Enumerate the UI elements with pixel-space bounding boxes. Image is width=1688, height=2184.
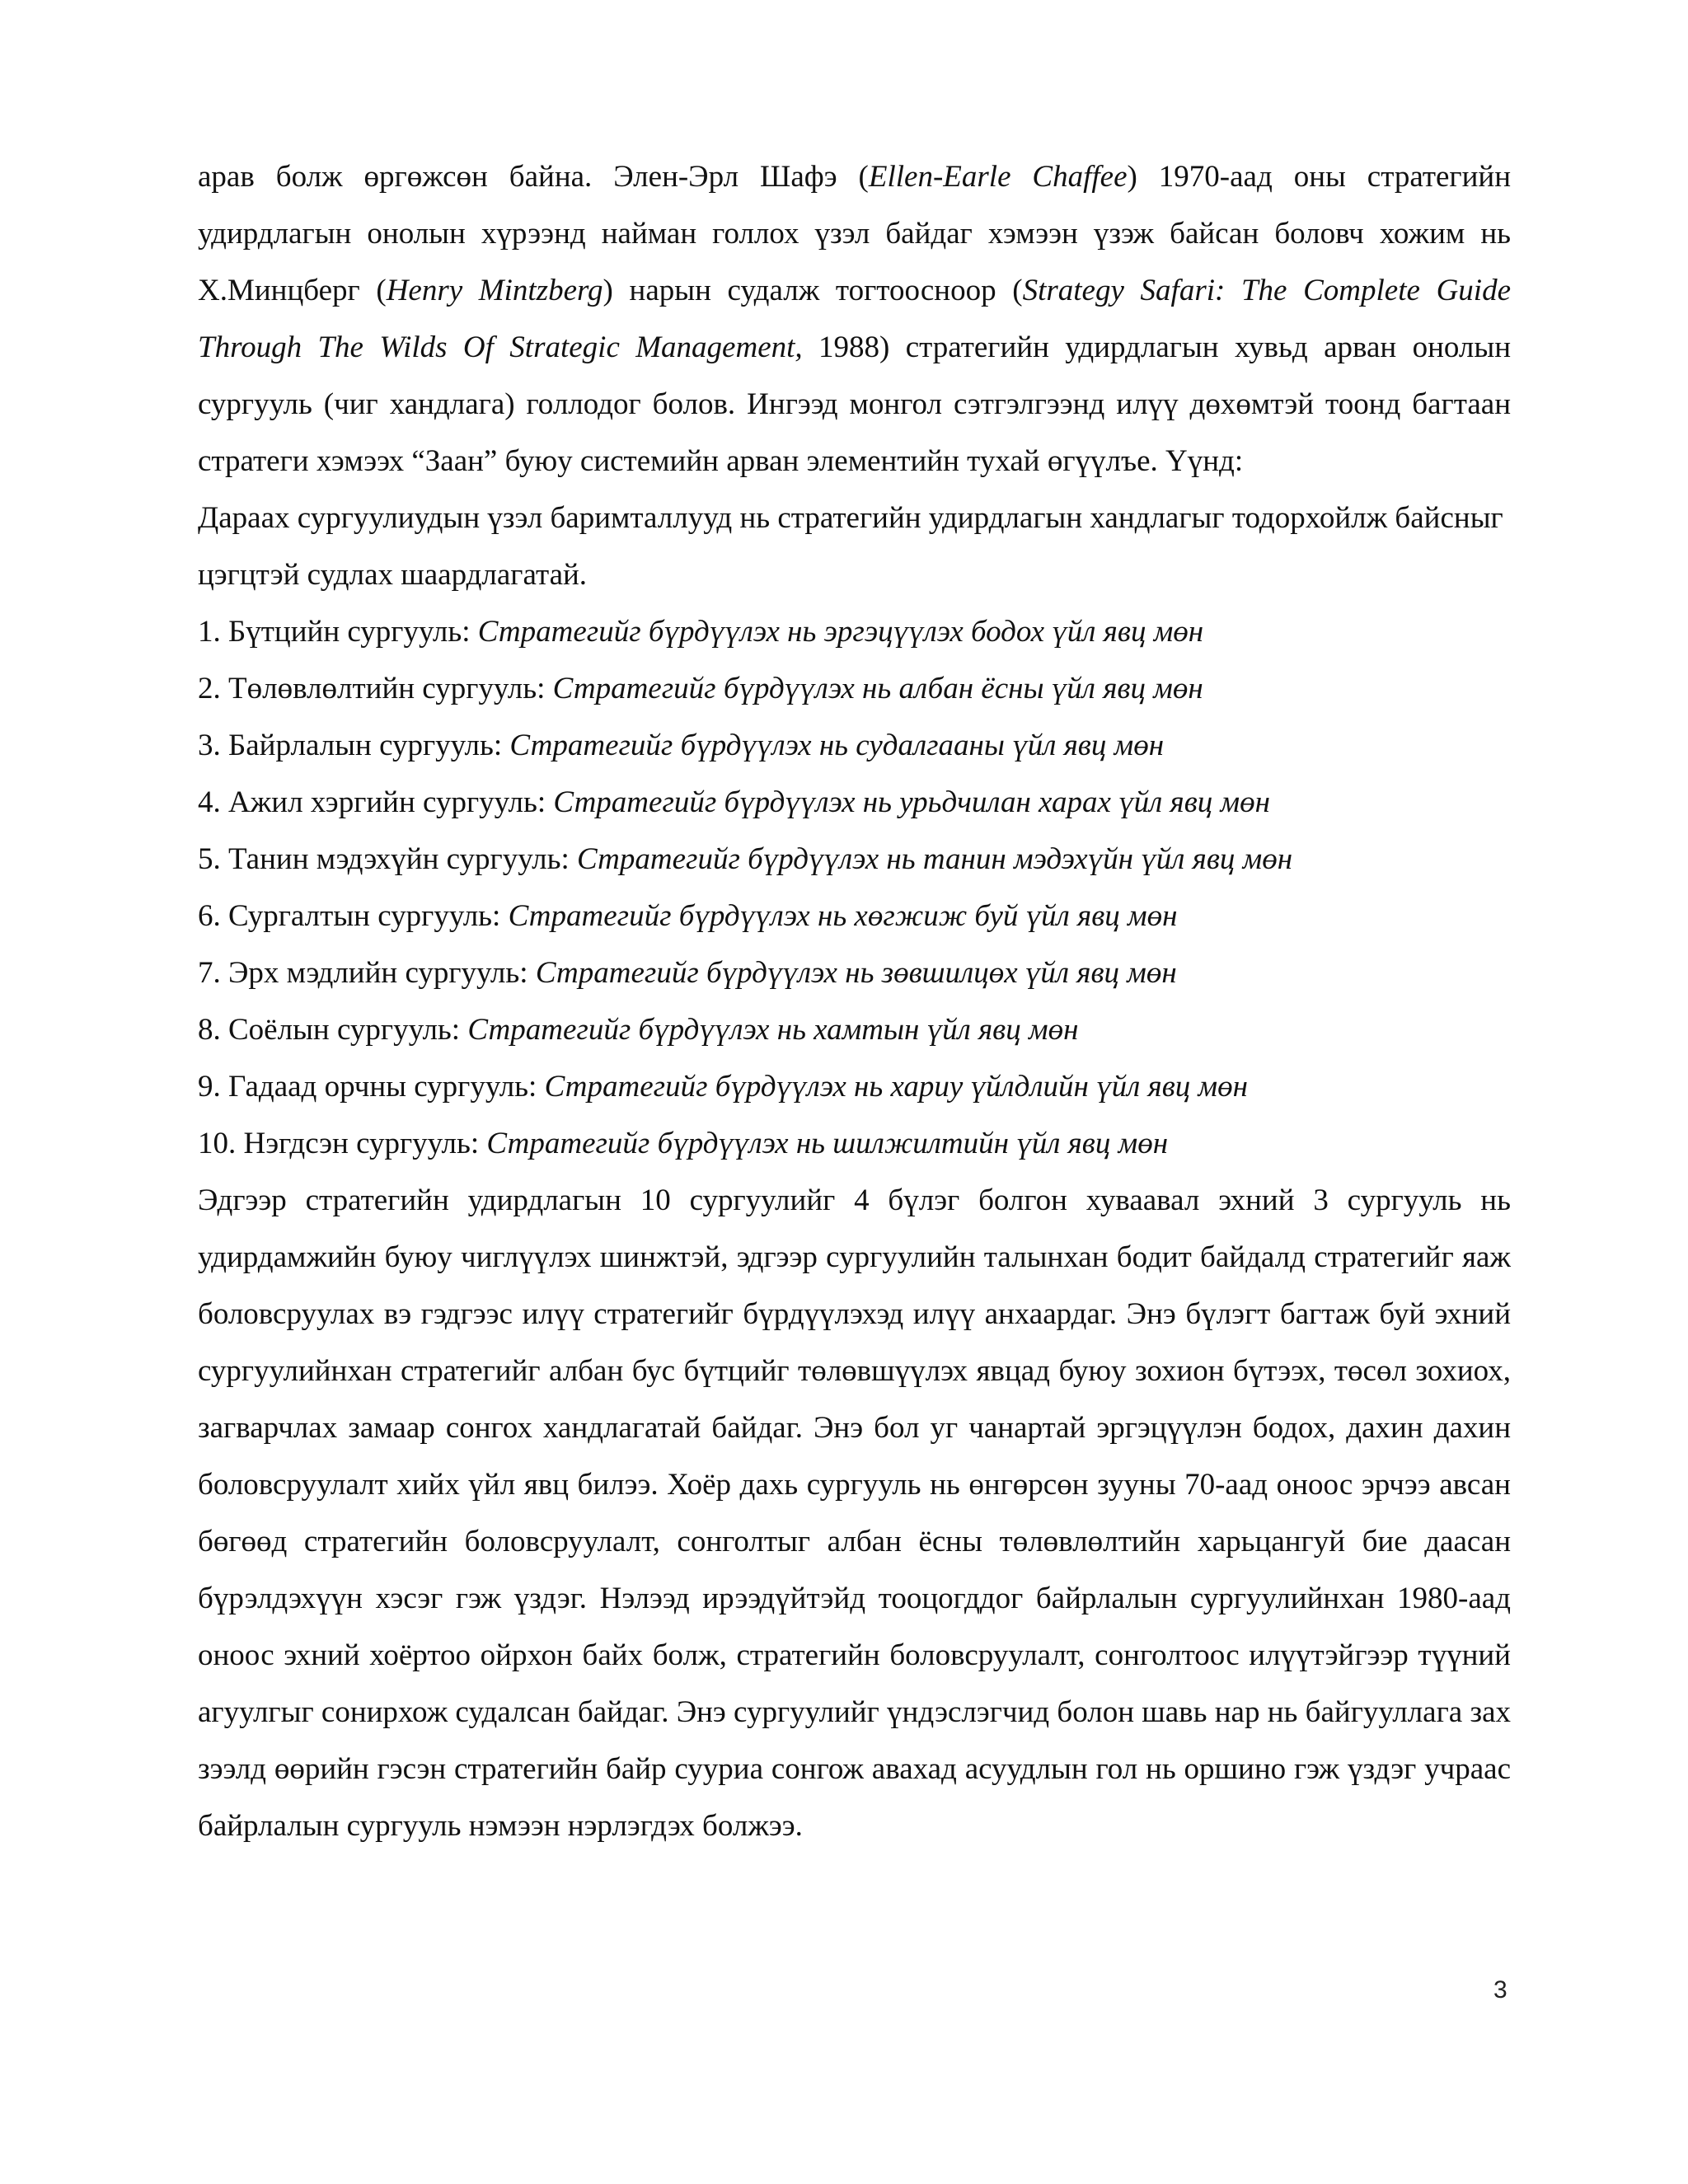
list-item — [198, 1115, 1511, 1172]
groups-paragraph: Эдгээр стратегийн удирдлагын 10 сургуулийг 4 бүлэг болгон хуваавал эхний 3 сургууль нь удирдамжийн буюу чиглүүлэх шинжтэй, эдгээр сургуулийн талынхан бодит байдалд стратегийг яаж боловсруулах вэ гэдгээс илүү стратегийг бүрдүүлэхэд илүү анхаардаг. Энэ бүлэгт багтаж буй эхний сургуулийнхан стратегийг албан бус бүтцийг төлөвшүүлэх явцад буюу зохион бүтээх, төсөл зохиох, загварчлах замаар сонгох хандлагатай байдаг. Энэ бол уг чанартай эргэцүүлэн бодох, дахин дахин боловсруулалт хийх үйл явц билээ. Хоёр дахь сургууль нь өнгөрсөн зууны 70-аад оноос эрчээ авсан бөгөөд стратегийн боловсруулалт, сонголтыг албан ёсны төлөвлөлтийн харьцангуй бие даасан бүрэлдэхүүн хэсэг гэж үздэг. Нэлээд ирээдүйтэйд тооцогддог байрлалын сургуулийнхан 1980-аад оноос эхний хоёртоо ойрхон байх болж, стратегийн боловсруулалт, сонголтоос илүүтэйгээр түүний агуулгыг сонирхож судалсан байдаг. Энэ сургуулийг үндэслэгчид болон шавь нар нь байгууллага зах зээлд өөрийн гэсэн стратегийн байр сууриа сонгож авахад асуудлын гол нь оршино гэж үздэг учраас байрлалын сургууль нэмээн нэрлэгдэх болжээ. — [198, 1183, 1511, 1843]
school-description: Стратегийг бүрдүүлэх нь урьдчилан харах үйл явц мөн — [553, 785, 1271, 819]
intro-text-3: ) нарын судалж тогтоосноор ( — [603, 274, 1023, 307]
intro-author-chaffee: Ellen-Earle Chaffee — [868, 160, 1128, 194]
schools-list — [198, 603, 1511, 1172]
school-label: 7. Эрх мэдлийн сургууль: — [198, 956, 536, 990]
school-description: Стратегийг бүрдүүлэх нь хөгжиж буй үйл явц мөн — [508, 899, 1178, 933]
school-description: Стратегийг бүрдүүлэх нь эргэцүүлэх бодох үйл явц мөн — [477, 615, 1204, 649]
intro-text-1: арав болж өргөжсөн байна. Элен-Эрл Шафэ ( — [198, 160, 869, 194]
list-item — [198, 888, 1511, 944]
school-label: 1. Бүтцийн сургууль: — [198, 615, 478, 649]
school-description: Стратегийг бүрдүүлэх нь шилжилтийн үйл явц мөн — [486, 1127, 1169, 1160]
school-description: Стратегийг бүрдүүлэх нь зөвшилцөх үйл явц мөн — [535, 956, 1177, 990]
school-label: 5. Танин мэдэхүйн сургууль: — [198, 842, 577, 876]
school-label: 9. Гадаад орчны сургууль: — [198, 1070, 545, 1104]
list-item — [198, 660, 1511, 717]
school-label: 3. Байрлалын сургууль: — [198, 729, 510, 762]
list-item — [198, 603, 1511, 660]
school-description: Стратегийг бүрдүүлэх нь танин мэдэхүйн үйл явц мөн — [576, 842, 1293, 876]
schools-intro-paragraph: Дараах сургуулиудын үзэл баримталлууд нь стратегийн удирдлагын хандлагыг тодорхойлж байсныг цэгцтэй судлах шаардлагатай. — [198, 501, 1503, 592]
school-description: Стратегийг бүрдүүлэх нь хариу үйлдлийн үйл явц мөн — [544, 1070, 1248, 1104]
page-number: 3 — [1493, 1976, 1507, 2004]
list-item — [198, 774, 1511, 831]
document-page — [198, 148, 1511, 1854]
list-item — [198, 717, 1511, 774]
intro-text-2: ) 1970-аад оны стратегийн удирдлагын онолын хүрээнд найман голлох үзэл байдаг хэмээн үзэж байсан боловч хожим нь Х.Минцберг ( — [198, 160, 1511, 307]
school-description: Стратегийг бүрдүүлэх нь судалгааны үйл явц мөн — [509, 729, 1165, 762]
school-label: 4. Ажил хэргийн сургууль: — [198, 785, 554, 819]
intro-text-4: 1988) стратегийн удирдлагын хувьд арван онолын сургууль (чиг хандлага) голлодог болов. Ингээд монгол сэтгэлгээнд илүү дөхөмтэй тоонд багтаан стратеги хэмээх “Заан” буюу системийн арван элементийн тухай өгүүлъе. Үүнд: — [198, 330, 1512, 478]
list-item — [198, 1058, 1511, 1115]
school-description: Стратегийг бүрдүүлэх нь албан ёсны үйл явц мөн — [552, 672, 1203, 705]
list-item — [198, 1001, 1511, 1058]
intro-paragraph — [198, 148, 1511, 490]
school-label: 8. Соёлын сургууль: — [198, 1013, 468, 1047]
list-item — [198, 944, 1511, 1001]
list-item — [198, 831, 1511, 888]
school-description: Стратегийг бүрдүүлэх нь хамтын үйл явц мөн — [467, 1013, 1079, 1047]
intro-author-mintzberg: Henry Mintzberg — [386, 274, 603, 307]
school-label: 6. Сургалтын сургууль: — [198, 899, 509, 933]
intro-book-title: Strategy Safari: The Complete Guide Through The Wilds Of Strategic Management, — [198, 274, 1511, 364]
school-label: 2. Төлөвлөлтийн сургууль: — [198, 672, 553, 705]
school-label: 10. Нэгдсэн сургууль: — [198, 1127, 487, 1160]
